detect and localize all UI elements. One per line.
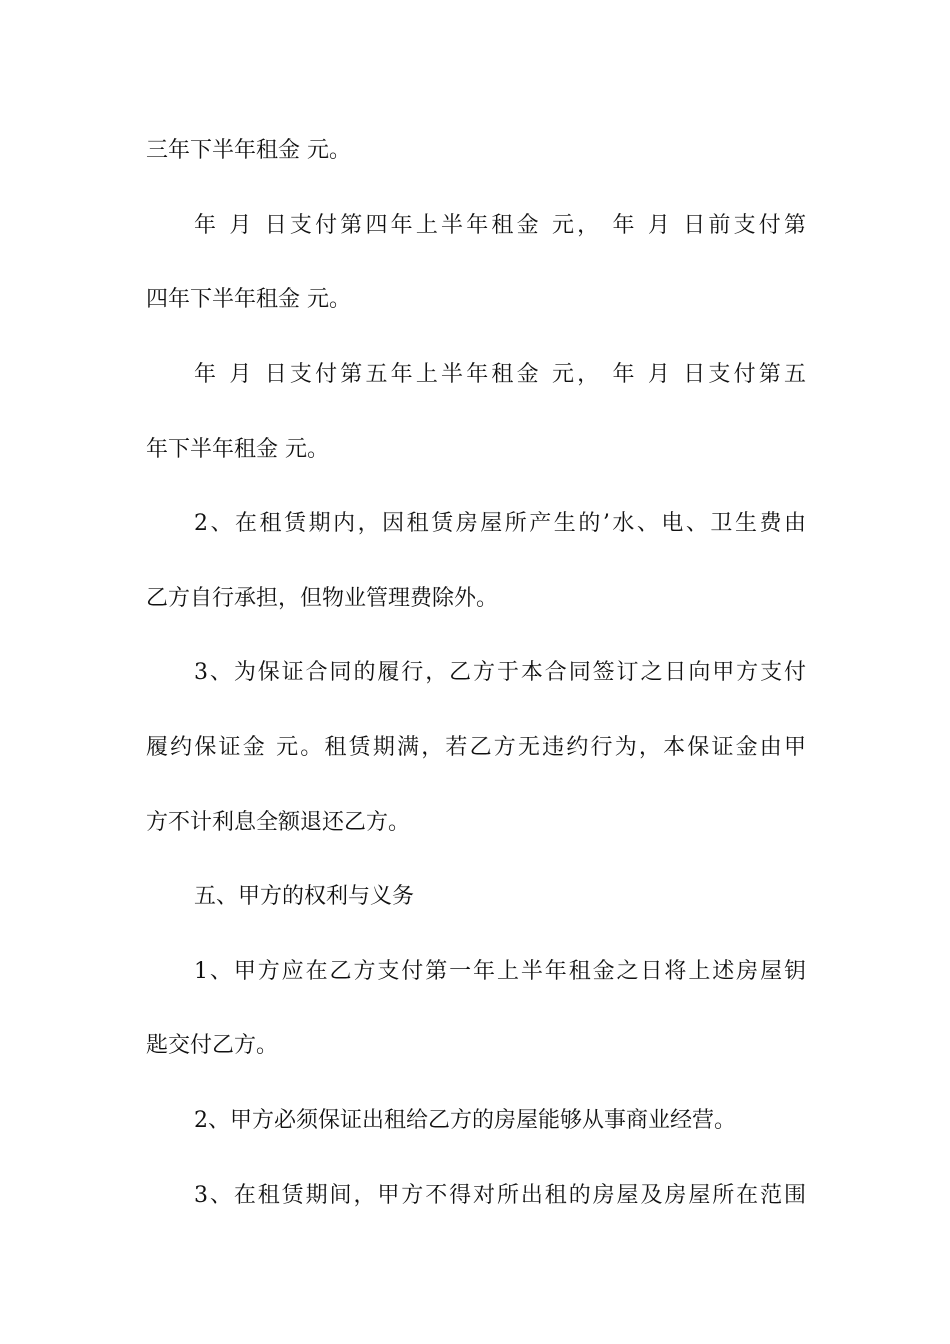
- text-line: 乙方自行承担，但物业管理费除外。: [146, 586, 499, 611]
- text-line: 年下半年租金 元。: [146, 437, 329, 462]
- text-line: 三年下半年租金 元。: [146, 138, 351, 163]
- text-line: 匙交付乙方。: [146, 1033, 279, 1058]
- text-line: 2、在租赁期内，因租赁房屋所产生的’水、电、卫生费由: [194, 511, 806, 536]
- text-line: 四年下半年租金 元。: [146, 287, 351, 312]
- text-line: 年 月 日支付第五年上半年租金 元， 年 月 日支付第五: [194, 362, 806, 387]
- text-line: 3、为保证合同的履行，乙方于本合同签订之日向甲方支付: [194, 660, 806, 685]
- text-line: 1、甲方应在乙方支付第一年上半年租金之日将上述房屋钥: [194, 959, 806, 984]
- text-line: 方不计利息全额退还乙方。: [146, 810, 411, 835]
- text-line: 3、在租赁期间，甲方不得对所出租的房屋及房屋所在范围: [194, 1183, 806, 1208]
- text-line: 履约保证金 元。租赁期满，若乙方无违约行为，本保证金由甲: [146, 735, 806, 760]
- section-heading: 五、甲方的权利与义务: [194, 884, 415, 909]
- text-line: 2、甲方必须保证出租给乙方的房屋能够从事商业经营。: [194, 1108, 736, 1133]
- text-line: 年 月 日支付第四年上半年租金 元， 年 月 日前支付第: [194, 213, 806, 238]
